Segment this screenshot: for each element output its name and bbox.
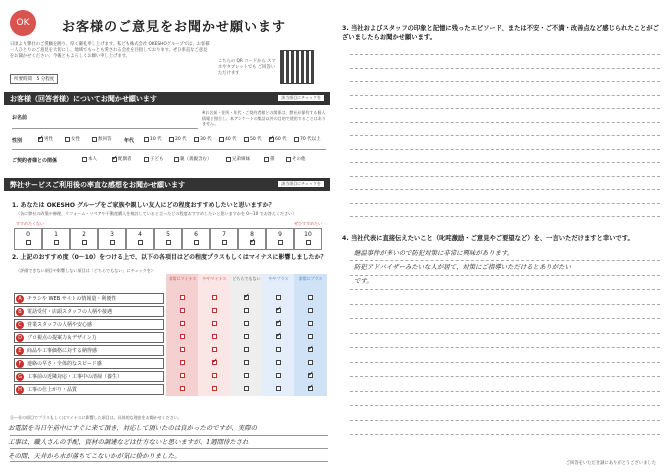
question-4: 4. 当社代表に直接伝えたいこと（叱咤激励・ご意見やご要望など）を、一言いただけますと幸いです。 [342,235,634,242]
scale-checkbox[interactable] [54,240,59,245]
answer-line [350,108,660,109]
rating-checkbox[interactable] [180,386,185,391]
scale-value: 5 [166,231,170,238]
gender-option[interactable] [65,136,80,142]
scale-checkbox[interactable] [26,240,31,245]
grid-item [14,306,164,317]
grid-item [14,358,164,369]
rating-checkbox[interactable] [308,295,313,300]
rating-checkbox[interactable] [308,386,313,391]
item-label: 電話受付・店頭スタッフの人柄や接遇 [27,309,113,315]
rating-checkbox[interactable] [244,308,249,313]
handwritten-line-2: 工事は、職人さんの手配、資材の調達などは仕方ないと思いますが、1週間待たされ [8,438,249,446]
answer-line [350,122,660,123]
answer-line [350,135,660,136]
rating-checkbox[interactable] [276,360,281,365]
age-option-label: 20 代 [175,137,187,142]
grid-row [14,292,324,305]
scale-high-label: ぜひすすめたい [293,221,322,226]
item-letter-badge: B [16,308,24,316]
page-title: お客様のご意見をお聞かせ願います [62,20,287,35]
item-label: 連絡の早さ・全体的なスピード感 [27,361,102,367]
rating-checkbox[interactable] [276,373,281,378]
age-option-checkbox[interactable] [294,137,299,142]
scale-value: 9 [278,231,282,238]
age-option-checkbox[interactable] [194,137,199,142]
rating-checkbox[interactable] [180,347,185,352]
scale-value: 1 [54,231,58,238]
scale-value: 7 [222,231,226,238]
rating-checkbox[interactable] [244,373,249,378]
scale-cell[interactable] [294,228,322,250]
scale-checkbox[interactable] [278,240,283,245]
rating-checkbox[interactable] [308,321,313,326]
item-label: 工事の仕上がり・品質 [27,387,78,393]
scale-cell[interactable] [154,228,182,250]
time-required-badge: 所要時間 5 分程度 [10,74,58,84]
handwritten-answer-3: です。 [354,277,373,285]
scale-checkbox[interactable] [194,240,199,245]
answer-line [350,275,660,276]
answer-line [350,162,660,163]
rating-checkbox[interactable] [180,295,185,300]
rating-checkbox[interactable] [276,386,281,391]
relation-option-checkbox[interactable] [286,157,291,162]
age-option-checkbox[interactable] [219,137,224,142]
grid-row [14,331,324,344]
age-option-checkbox[interactable] [244,137,249,142]
age-option[interactable] [169,136,187,142]
answer-line [350,405,660,406]
company-logo [10,10,36,36]
relation-option[interactable] [82,156,97,162]
item-letter-badge: A [16,295,24,303]
scale-value: 6 [194,231,198,238]
relation-option-label: 配偶者 [118,157,132,162]
scale-cell[interactable] [98,228,126,250]
rating-checkbox[interactable] [276,295,281,300]
answer-line [350,376,660,377]
relation-option-label: 孫 [270,157,275,162]
rating-checkbox[interactable] [212,373,217,378]
answer-line [350,304,660,305]
intro-text: 日頃より弊社のご愛顧を賜り、厚く御礼申し上げます。私ども株式会社 OKESHOグループでは、お客様一人ひとりのご意見を大切にし、地域でもっとも愛される会社を目指しております。ぜひ率直なご意見をお聞かせください。今後ともよろしくお願い申し上げます。 [10,42,210,60]
grid-row [14,357,324,370]
gender-option-label: 無回答 [98,137,112,142]
divider [12,149,326,150]
answer-line [350,176,660,177]
qr-note: こちらの QR コードから スマホやタブレットでも ご回答いただけます [218,59,276,76]
question-3: 3. 当社およびスタッフの印象と記憶に残ったエピソード、または不安・ご不満・改善点など感じられたことがございましたらお聞かせ願います。 [342,25,659,41]
rating-checkbox[interactable] [212,308,217,313]
relation-option-checkbox[interactable] [174,157,179,162]
age-option[interactable] [144,136,162,142]
rating-checkbox[interactable] [244,360,249,365]
grid-item [14,293,164,304]
rating-checkbox[interactable] [212,321,217,326]
item-letter-badge: D [16,334,24,342]
answer-line [350,347,660,348]
gender-option-checkbox[interactable] [92,137,97,142]
item-letter-badge: H [16,386,24,394]
grid-item [14,345,164,356]
answer-line [350,260,660,261]
relation-option-label: 子ども [150,157,164,162]
relation-option-label: その他 [292,157,306,162]
age-option[interactable] [294,136,321,142]
scale-cell[interactable] [126,228,154,250]
question-1-sub: （各に弊社の改築や修理、リフォーム・リペアや不動産購入を検討していると言ったどの程度おすすめしたいと思いますかを 0〜10 でお答えください） [16,211,297,216]
rating-checkbox[interactable] [212,347,217,352]
gender-option-checkbox[interactable] [38,137,43,142]
answer-line [350,189,660,190]
handwritten-answer-1: 継温事件が多いので防犯対策に非常に興味があります。 [354,249,514,257]
relation-option[interactable] [264,156,275,162]
rating-checkbox[interactable] [308,373,313,378]
answer-line [350,54,660,55]
grid-column-header: どちらでもない [232,276,261,281]
grid-column-header: ややプラス [268,276,289,281]
rating-checkbox[interactable] [276,321,281,326]
rating-checkbox[interactable] [244,295,249,300]
relation-option-checkbox[interactable] [226,157,231,162]
rating-checkbox[interactable] [308,360,313,365]
scale-low-label: すすめたくない [16,221,45,226]
rating-checkbox[interactable] [244,321,249,326]
gender-option-label: 男性 [44,137,53,142]
item-letter-badge: E [16,347,24,355]
age-option[interactable] [244,136,262,142]
answer-line [350,362,660,363]
relation-option-checkbox[interactable] [112,157,117,162]
service-section-band [4,178,330,191]
answer-line [350,289,660,290]
relation-option-checkbox[interactable] [264,157,269,162]
age-option-checkbox[interactable] [169,137,174,142]
scale-checkbox[interactable] [250,240,255,245]
scale-cell[interactable] [70,228,98,250]
name-field-line[interactable] [12,128,198,129]
grid-column-header: 非常にマイナス [168,276,197,281]
rating-checkbox[interactable] [180,373,185,378]
answer-line [350,391,660,392]
grid-row [14,318,324,331]
relation-option[interactable] [144,156,164,162]
rating-checkbox[interactable] [308,308,313,313]
relation-label: ご契約者様との関係 [12,158,58,164]
thank-you-note: ご回答をいただき誠にありがとうございました [565,461,656,466]
gender-option[interactable] [38,136,53,142]
handwritten-answer-2: 防犯アドバイザーみたいな人が居て、対策にご指導いただけるとありがたい [354,263,572,271]
scale-cell[interactable] [238,228,266,250]
scale-cell[interactable] [14,228,42,250]
age-option[interactable] [219,136,237,142]
gender-option-checkbox[interactable] [65,137,70,142]
answer-line [350,216,660,217]
check-hint: 該当項目にチェックを [278,181,324,187]
handwritten-line-1: お電話を当日午前中にすぐに来て頂き、対応して頂いたのは良かったのですが、実際の [8,424,257,432]
age-option-checkbox[interactable] [269,137,274,142]
grid-item [14,384,164,395]
qr-code[interactable] [280,50,314,84]
scale-value: 10 [304,231,312,238]
relation-option-label: 本人 [88,157,97,162]
item-label: 商品や工事価格に対する納得感 [27,348,98,354]
relation-option[interactable] [226,156,250,162]
answer-line [10,435,328,436]
item-letter-badge: G [16,373,24,381]
rating-checkbox[interactable] [212,360,217,365]
check-hint: 該当項目にチェックを [278,95,324,101]
answer-line [350,68,660,69]
relation-option-checkbox[interactable] [82,157,87,162]
answer-line [10,448,328,449]
age-option-label: 40 代 [225,137,237,142]
rating-checkbox[interactable] [308,347,313,352]
item-label: 営業スタッフの人柄や安心感 [27,322,93,328]
answer-line [350,81,660,82]
age-label: 年代 [124,138,135,144]
scale-value: 3 [110,231,114,238]
answer-line [350,318,660,319]
answer-line [350,333,660,334]
rating-checkbox[interactable] [212,334,217,339]
question-1: 1. あなたは OKESHO グループをご家族や親しい友人にどの程度おすすめしたいと思いますか？ [12,202,275,209]
age-option[interactable] [269,136,287,142]
question-2: 2. 上記のおすすめ度（0〜10）をつける上で、以下の各項目はどの程度プラスもしくはマイナスに影響しましたか？ [12,254,327,261]
relation-option-label: 兄弟姉妹 [232,157,250,162]
age-option-label: 50 代 [250,137,262,142]
age-option-label: 60 代 [275,137,287,142]
scale-checkbox[interactable] [138,240,143,245]
age-option-label: 70 代以上 [300,137,321,142]
relation-option-label: 親（義親含む） [180,157,212,162]
gender-option[interactable] [92,136,112,142]
rating-checkbox[interactable] [212,295,217,300]
rating-checkbox[interactable] [276,347,281,352]
rating-checkbox[interactable] [180,321,185,326]
relation-option-checkbox[interactable] [144,157,149,162]
answer-line [350,203,660,204]
grid-item [14,371,164,382]
recommend-scale [14,221,324,250]
relation-option[interactable] [112,156,132,162]
scale-checkbox[interactable] [110,240,115,245]
age-option-label: 10 代 [150,137,162,142]
scale-checkbox[interactable] [166,240,171,245]
grid-row [14,370,324,383]
grid-column-header: 非常にプラス [298,276,323,281]
rating-checkbox[interactable] [180,360,185,365]
rating-checkbox[interactable] [276,334,281,339]
age-option[interactable] [194,136,212,142]
scale-checkbox[interactable] [306,240,311,245]
rating-checkbox[interactable] [276,308,281,313]
grid-row [14,344,324,357]
answer-line [350,420,660,421]
scale-value: 4 [138,231,142,238]
scale-cell[interactable] [210,228,238,250]
handwritten-line-3: その間、天井から水が落ちてこないかが気に掛かりました。 [8,452,181,460]
answer-line [350,149,660,150]
rating-checkbox[interactable] [212,386,217,391]
name-label: お名前 [12,115,28,121]
rating-checkbox[interactable] [244,334,249,339]
right-column [338,4,666,470]
rating-checkbox[interactable] [244,386,249,391]
customer-section-title: お客様（回答者様）についてお聞かせ願います [10,95,157,103]
relation-option[interactable] [286,156,306,162]
customer-section-band [4,92,330,105]
item-letter-badge: F [16,360,24,368]
rating-checkbox[interactable] [244,347,249,352]
answer-line [350,434,660,435]
scale-cell[interactable] [182,228,210,250]
grid-column-header: ややマイナス [202,276,227,281]
service-section-title: 弊社サービスご利用後の率直な感想をお聞かせ願います [10,181,185,189]
item-letter-badge: C [16,321,24,329]
item-label: チラシや WEB サイトの情報量・利便性 [27,296,117,302]
item-label: プロ視点の提案力＆デザイン力 [27,335,97,341]
rating-checkbox[interactable] [180,334,185,339]
scale-cell[interactable] [266,228,294,250]
answer-line [10,461,328,462]
scale-cell[interactable] [42,228,70,250]
scale-value: 8 [250,231,254,238]
grid-item [14,332,164,343]
rating-checkbox[interactable] [308,334,313,339]
relation-option[interactable] [174,156,212,162]
scale-value: 2 [82,231,86,238]
answer-line [350,95,660,96]
age-option-label: 30 代 [200,137,212,142]
grid-row [14,305,324,318]
logo-text: OK [16,18,30,28]
question-2-sub: （評価できない項目や影響しない項目は「どちらでもない」にチェックを） [16,268,156,273]
grid-row [14,383,324,396]
scale-checkbox[interactable] [222,240,227,245]
scale-checkbox[interactable] [82,240,87,245]
age-option-checkbox[interactable] [144,137,149,142]
left-column [4,4,330,470]
gender-label: 性別 [12,138,23,144]
privacy-note: ※お名前・住所・年代・ご契約者様との関係は、弊社が保有する個人情報と照合し、本アンケートの集計以外の目的で使用することはありません。 [202,110,326,126]
scale-value: 0 [26,231,30,238]
gender-option-label: 女性 [71,137,80,142]
reason-prompt: Ⓐ〜Ⓗの項目でプラスもしくはマイナスに影響した項目は、具体的な理由をお聞かせください。 [10,415,182,420]
rating-checkbox[interactable] [180,308,185,313]
grid-item [14,319,164,330]
item-label: 工事前の近隣対応・工事中の清掃（養生） [27,374,123,380]
